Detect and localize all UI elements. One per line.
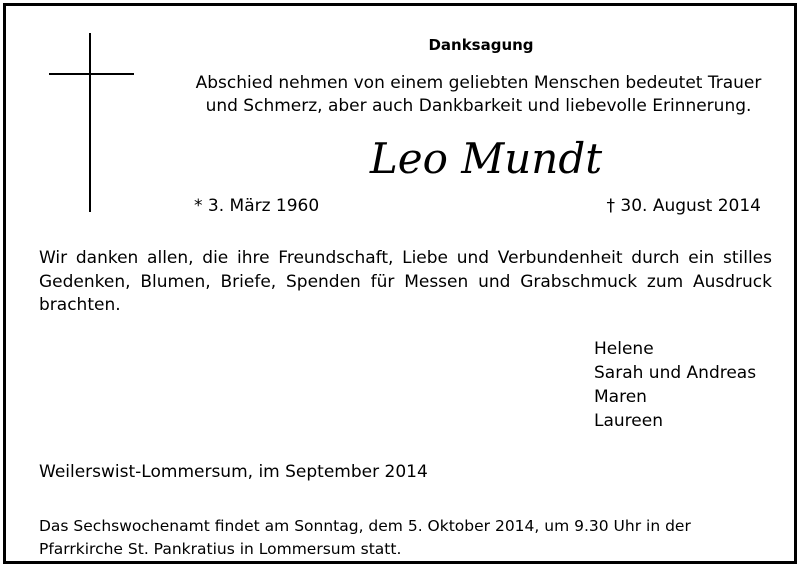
deceased-name: Leo Mundt — [369, 134, 603, 183]
place-date: Weilerswist-Lommersum, im September 2014 — [39, 462, 428, 482]
birth-date: * 3. März 1960 — [194, 196, 320, 216]
family-member: Maren — [594, 387, 647, 407]
cross-icon — [89, 33, 91, 212]
intro-text — [181, 72, 776, 118]
obituary-card — [3, 3, 797, 564]
intro-line-2: und Schmerz, aber auch Dankbarkeit und liebevolle Erinnerung. — [205, 96, 752, 116]
heading: Danksagung — [428, 36, 534, 54]
mass-line-1: Das Sechswochenamt findet am Sonntag, dem 5. Oktober 2014, um 9.30 Uhr in der — [39, 517, 691, 535]
thanks-text: Wir danken allen, die ihre Freundschaft, Liebe und Verbundenheit durch ein stilles Gedenken, Blumen, Briefe, Spenden für Messen und Grabschmuck zum Ausdruck brachten. — [39, 248, 772, 315]
mass-notice — [39, 515, 772, 561]
family-member: Laureen — [594, 411, 663, 431]
intro-line-1: Abschied nehmen von einem geliebten Menschen bedeutet Trauer — [195, 73, 762, 93]
mass-line-2: Pfarrkirche St. Pankratius in Lommersum statt. — [39, 540, 402, 558]
family-signatures — [594, 337, 756, 433]
cross-icon-bar — [49, 73, 134, 75]
death-date: † 30. August 2014 — [606, 196, 761, 216]
family-member: Sarah und Andreas — [594, 363, 757, 383]
family-member: Helene — [594, 339, 654, 359]
